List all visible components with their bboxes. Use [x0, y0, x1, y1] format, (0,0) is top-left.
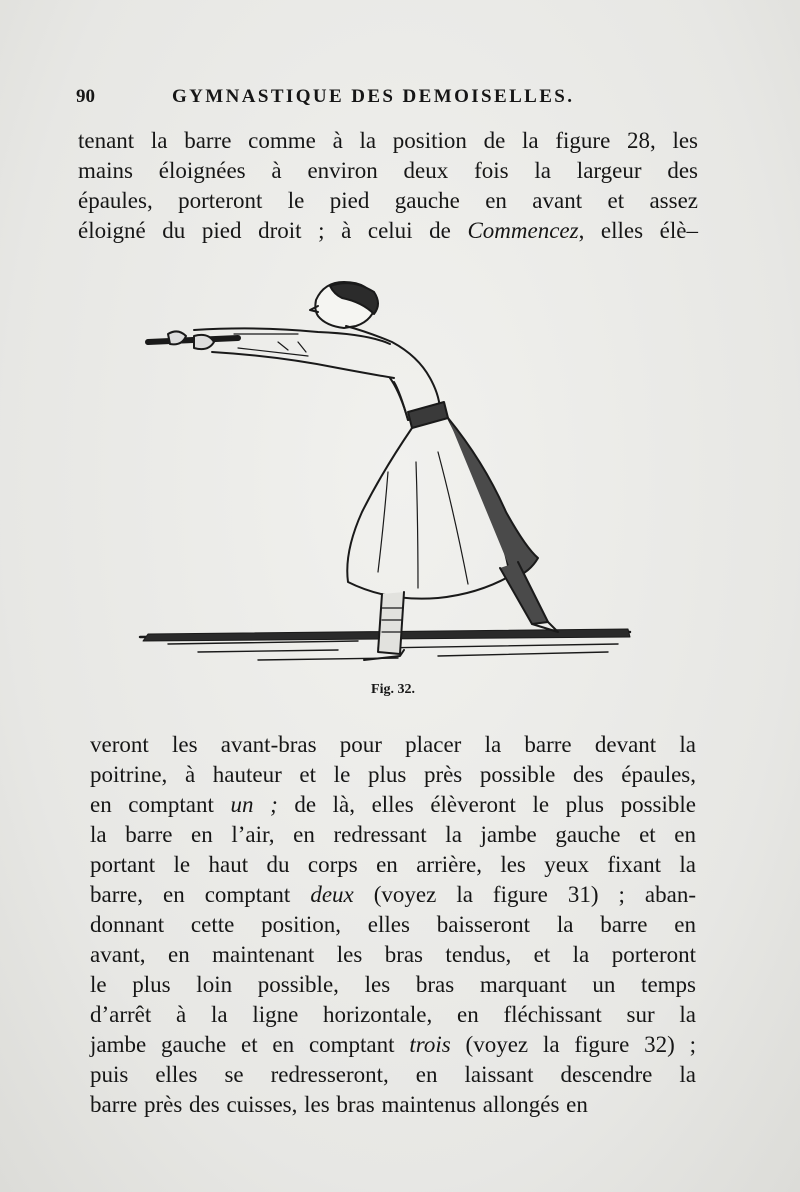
- italic-word: Commencez: [467, 218, 579, 243]
- page-number: 90: [76, 86, 95, 107]
- woman-exercising-with-bar-illustration: [138, 272, 638, 682]
- text-span: (voyez la figure 31) ; aban-: [353, 882, 697, 907]
- text-line: la barre en l’air, en redressant la jambe gauche et en: [90, 822, 696, 847]
- text-line: poitrine, à hauteur et le plus près possible des épaules,: [90, 762, 696, 787]
- text-span: , elles élè–: [578, 218, 698, 243]
- text-span: de là, elles élèveront le plus possible: [277, 792, 696, 817]
- text-span: (voyez la figure 32) ;: [450, 1032, 696, 1057]
- figure-caption: Fig. 32.: [371, 682, 415, 697]
- italic-word: deux: [310, 882, 354, 907]
- running-head: [76, 86, 696, 112]
- text-line: [90, 1030, 696, 1060]
- text-line: d’arrêt à la ligne horizontale, en fléchissant sur la: [90, 1002, 696, 1027]
- text-line: donnant cette position, elles baisseront la barre en: [90, 912, 696, 937]
- text-line: le plus loin possible, les bras marquant un temps: [90, 972, 696, 997]
- text-line: mains éloignées à environ deux fois la largeur des: [78, 158, 698, 183]
- text-span: en comptant: [90, 792, 231, 817]
- text-line: portant le haut du corps en arrière, les yeux fixant la: [90, 852, 696, 877]
- top-paragraph: [78, 126, 698, 246]
- text-line: [78, 216, 698, 246]
- text-line: [90, 790, 696, 820]
- bottom-paragraph: [90, 730, 696, 1120]
- text-span: éloigné du pied droit ; à celui de: [78, 218, 468, 243]
- text-span: barre, en comptant: [90, 882, 311, 907]
- text-line: veront les avant-bras pour placer la barre devant la: [90, 732, 696, 757]
- text-line: barre près des cuisses, les bras maintenus allongés en: [90, 1092, 588, 1117]
- italic-word: trois: [409, 1032, 451, 1057]
- text-line: avant, en maintenant les bras tendus, et la porteront: [90, 942, 696, 967]
- italic-word: un ;: [230, 792, 278, 817]
- figure-illustration: [138, 272, 638, 682]
- text-line: puis elles se redresseront, en laissant descendre la: [90, 1062, 696, 1087]
- text-span: jambe gauche et en comptant: [90, 1032, 410, 1057]
- text-line: [90, 880, 696, 910]
- text-line: tenant la barre comme à la position de la figure 28, les: [78, 128, 698, 153]
- running-title: GYMNASTIQUE DES DEMOISELLES.: [172, 86, 575, 107]
- text-line: épaules, porteront le pied gauche en avant et assez: [78, 188, 698, 213]
